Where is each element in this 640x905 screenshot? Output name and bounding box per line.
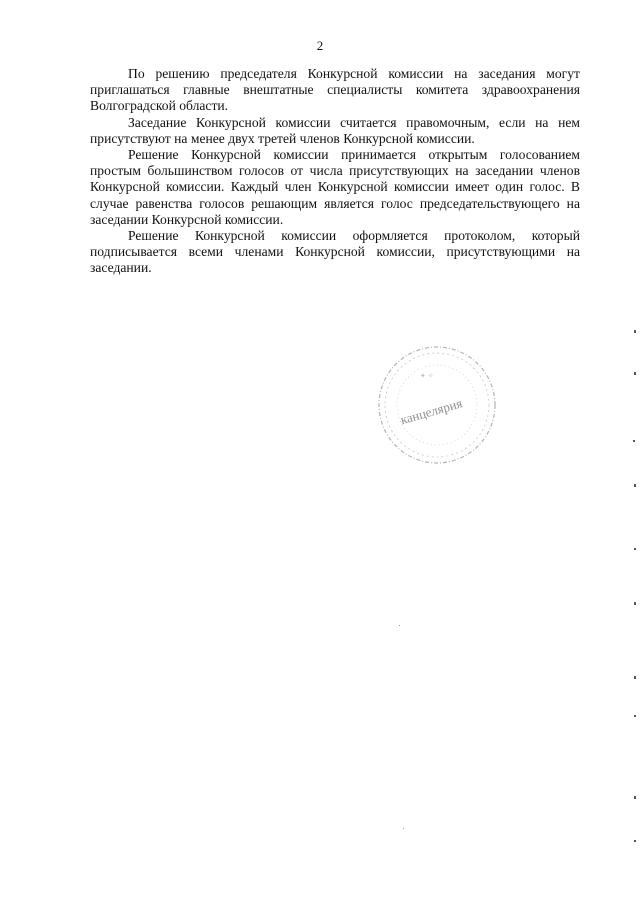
svg-text:✦ ✧: ✦ ✧: [420, 372, 434, 380]
paragraph-protocol: Решение Конкурсной комиссии оформляется протоколом, который подписывается всеми членами Конкурсной комиссии, присутствующими на заседании.: [90, 228, 580, 276]
office-stamp: [374, 342, 500, 468]
paragraph-quorum: Заседание Конкурсной комиссии считается правомочным, если на нем присутствуют на менее двух третей членов Конкурсной комиссии.: [90, 114, 580, 146]
page-number: 2: [316, 38, 324, 53]
document-body: [90, 66, 580, 277]
stamp-text: канцелярия: [398, 395, 464, 428]
paragraph-voting: Решение Конкурсной комиссии принимается открытым голосованием простым большинством голосов от числа присутствующих на заседании членов Конкурсной комиссии. Каждый член Конкурсной комиссии имеет один голос. В случае равенства голосов решающим является голос председательствующего на заседании Конкурсной комиссии.: [90, 147, 580, 227]
paragraph-invited-specialists: По решению председателя Конкурсной комиссии на заседания могут приглашаться главные внештатные специалисты комитета здравоохранения Волгоградской области.: [90, 66, 580, 114]
